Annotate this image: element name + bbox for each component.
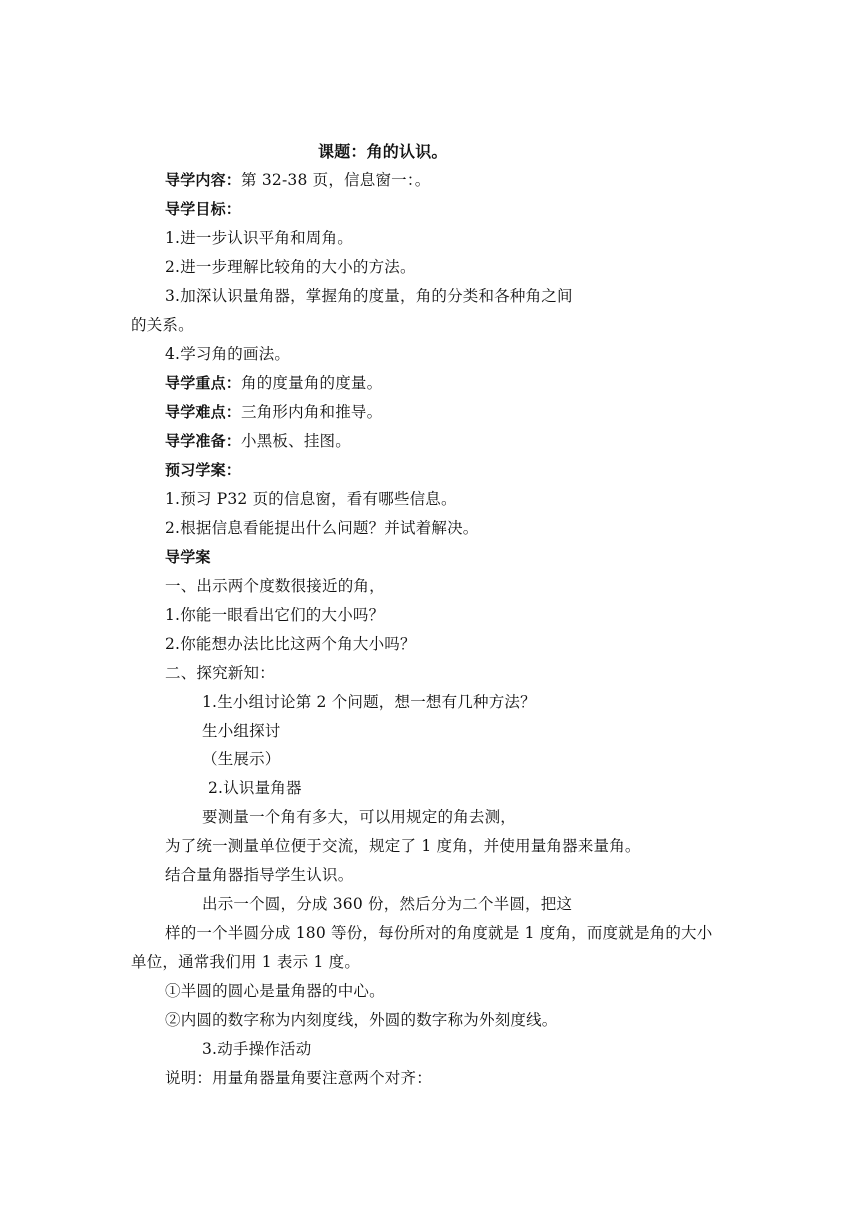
title-label: 课题：: [318, 142, 367, 161]
note-item: ①半圆的圆心是量角器的中心。: [165, 982, 385, 1000]
difficulty-label: 导学难点：: [165, 403, 242, 421]
step-text: 结合量角器指导学生认识。: [165, 866, 354, 884]
step-text-continued: 单位，通常我们用 1 表示 1 度。: [131, 953, 361, 971]
step-text: 要测量一个角有多大，可以用规定的角去测，: [202, 808, 517, 826]
step-text: 为了统一测量单位便于交流，规定了 1 度角，并使用量角器来量角。: [165, 837, 641, 855]
preview-heading: 预习学案：: [165, 461, 242, 479]
lesson-title: [318, 142, 448, 162]
section-heading: 二、探究新知：: [165, 664, 275, 682]
goal-item: 1.进一步认识平角和周角。: [165, 229, 353, 247]
key-point-text: 角的度量角的度量。: [241, 374, 383, 392]
guide-heading: 导学案: [165, 548, 211, 566]
step-text: （生展示）: [202, 750, 281, 768]
goal-item: 2.进一步理解比较角的大小的方法。: [165, 258, 416, 276]
difficulty-text: 三角形内角和推导。: [241, 403, 383, 421]
preparation-text: 小黑板、挂图。: [241, 432, 351, 450]
key-point-label: 导学重点：: [165, 374, 242, 392]
step-text: 生小组探讨: [202, 722, 281, 740]
content-line: [165, 170, 431, 190]
note-item: ②内圆的数字称为内刻度线，外圆的数字称为外刻度线。: [165, 1011, 558, 1029]
question-item: 1.你能一眼看出它们的大小吗？: [165, 606, 385, 624]
step-text: 样的一个半圆分成 180 等份，每份所对的角度就是 1 度角，而度就是角的大小: [165, 924, 713, 942]
step-text: 出示一个圆，分成 360 份，然后分为二个半圆，把这: [202, 895, 573, 913]
explanation-line: 说明：用量角器量角要注意两个对齐：: [165, 1069, 432, 1087]
content-text: 第 32-38 页，信息窗一：。: [241, 171, 431, 189]
key-point-line: [165, 373, 382, 393]
preview-item: 2.根据信息看能提出什么问题？并试着解决。: [165, 519, 479, 537]
preview-item: 1.预习 P32 页的信息窗，看有哪些信息。: [165, 490, 457, 508]
section-heading: 一、出示两个度数很接近的角，: [165, 577, 385, 595]
step-item: 3.动手操作活动: [202, 1040, 312, 1058]
goal-item-continued: 的关系。: [131, 316, 194, 334]
content-label: 导学内容：: [165, 171, 242, 189]
title-text: 角的认识。: [366, 142, 448, 161]
preparation-line: [165, 431, 351, 451]
preparation-label: 导学准备：: [165, 432, 242, 450]
goal-item: 3.加深认识量角器，掌握角的度量，角的分类和各种角之间: [165, 287, 573, 305]
difficulty-line: [165, 402, 382, 422]
goal-item: 4.学习角的画法。: [165, 345, 291, 363]
step-item: 1.生小组讨论第 2 个问题，想一想有几种方法？: [202, 693, 536, 711]
step-item: 2.认识量角器: [208, 779, 302, 797]
goals-heading: 导学目标：: [165, 200, 242, 218]
question-item: 2.你能想办法比比这两个角大小吗？: [165, 635, 416, 653]
